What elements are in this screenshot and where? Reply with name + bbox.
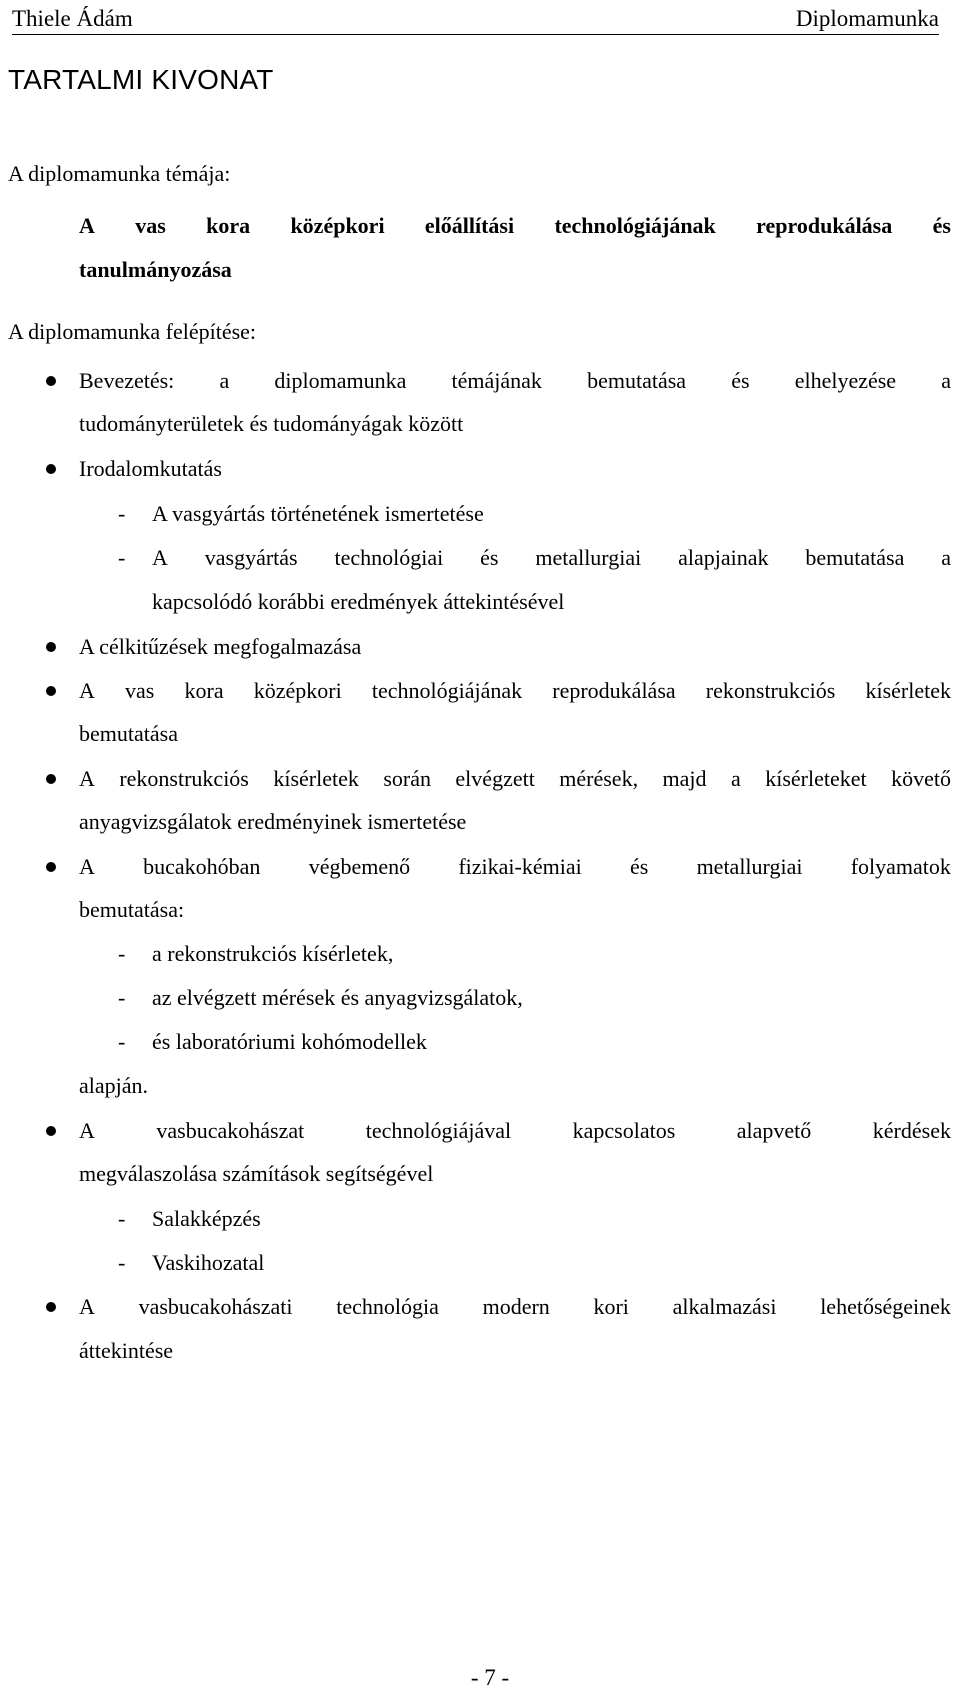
dash-marker: - [118,501,126,526]
word: és [480,545,499,570]
dash-marker: - [118,985,126,1010]
sub-item-history: A vasgyártás történetének ismertetése [152,501,484,526]
word: metallurgiai [535,545,642,570]
bullet-dot [46,686,56,696]
sub-item-iron-yield: Vaskihozatal [152,1250,265,1275]
header-author: Thiele Ádám [12,6,133,31]
bullet-dot [46,862,56,872]
word: diplomamunka [274,368,407,393]
topic-label: A diplomamunka témája: [8,161,231,186]
sub-item-continuation: kapcsolódó korábbi eredmények áttekintésével [152,589,565,614]
word: kísérleteket [765,766,867,791]
word: A [79,678,95,703]
word: Bevezetés: [79,368,175,393]
word: bemutatása [805,545,905,570]
dash-marker: - [118,941,126,966]
list-item-literature: Irodalomkutatás [79,456,222,481]
word: mérések, [559,766,639,791]
topic-line-1 [79,212,951,240]
word: vas [135,213,166,238]
word: elhelyezése [794,368,897,393]
word: rekonstrukciós [705,678,836,703]
word: kori [593,1294,629,1319]
list-item-continuation: megválaszolása számítások segítségével [79,1161,434,1186]
word: technológia [336,1294,439,1319]
word: vasbucakohászat [156,1118,305,1143]
word: kérdések [872,1118,951,1143]
word: vasbucakohászati [138,1294,293,1319]
dash-marker: - [118,1206,126,1231]
word: alapvető [736,1118,812,1143]
word: A [152,545,168,570]
word: középkori [253,678,342,703]
list-item-continuation: áttekintése [79,1338,174,1363]
structure-label: A diplomamunka felépítése: [8,319,257,344]
word: bucakohóban [143,854,261,879]
word: A [79,1294,95,1319]
list-item-continuation: anyagvizsgálatok eredményinek ismertetése [79,809,467,834]
word: középkori [290,213,385,238]
list-item-experiments [79,677,951,705]
list-item-introduction [79,367,951,395]
sub-item-slag: Salakképzés [152,1206,261,1231]
word: témájának [451,368,542,393]
word: kora [184,678,224,703]
word: kapcsolatos [572,1118,676,1143]
word: vas [125,678,155,703]
word: fizikai-kémiai [458,854,582,879]
word: és [731,368,750,393]
list-item-continuation: tudományterületek és tudományágak között [79,411,464,436]
word: A [79,213,95,238]
page-number: - 7 - [470,1665,510,1690]
bullet-dot [46,774,56,784]
list-item-continuation: alapján. [79,1073,149,1098]
word: bemutatása [587,368,687,393]
page-header [12,4,939,35]
word: lehetőségeinek [820,1294,951,1319]
page-title: TARTALMI KIVONAT [8,64,274,95]
sub-item-reconstruction: a rekonstrukciós kísérletek, [152,941,394,966]
word: kísérletek [865,678,951,703]
word: A [79,1118,95,1143]
word: technológiájának [371,678,523,703]
bullet-dot [46,642,56,652]
word: során [383,766,431,791]
word: folyamatok [850,854,951,879]
list-item-measurements [79,765,951,793]
word: A [79,766,95,791]
dash-marker: - [118,1029,126,1054]
word: a [219,368,230,393]
word: majd [662,766,707,791]
word: alapjainak [678,545,769,570]
word: technológiai [334,545,444,570]
word: metallurgiai [696,854,803,879]
sub-item-technology [152,544,951,572]
word: előállítási [424,213,515,238]
word: és [629,854,649,879]
sub-item-lab-models: és laboratóriumi kohómodellek [152,1029,427,1054]
header-doc-type: Diplomamunka [795,6,939,31]
dash-marker: - [118,545,126,570]
list-item-continuation: bemutatása [79,721,178,746]
word: követő [891,766,951,791]
bullet-dot [46,464,56,474]
list-item-objectives: A célkitűzések megfogalmazása [79,634,362,659]
word: a [730,766,741,791]
bullet-dot [46,1302,56,1312]
word: reprodukálása [756,213,893,238]
sub-item-measurements: az elvégzett mérések és anyagvizsgálatok, [152,985,523,1010]
list-item-continuation: bemutatása: [79,897,185,922]
word: technológiájával [365,1118,512,1143]
bullet-dot [46,376,56,386]
list-item-calculations [79,1117,951,1145]
bullet-dot [46,1126,56,1136]
list-item-processes [79,853,951,881]
word: kísérletek [273,766,359,791]
word: vasgyártás [204,545,298,570]
dash-marker: - [118,1250,126,1275]
word: modern [482,1294,550,1319]
word: technológiájának [554,213,716,238]
word: alkalmazási [672,1294,777,1319]
word: a [941,545,951,570]
word: a [941,368,951,393]
word: rekonstrukciós [119,766,249,791]
word: végbemenő [308,854,411,879]
word: A [79,854,95,879]
word: és [932,213,951,238]
word: reprodukálása [552,678,676,703]
word: elvégzett [455,766,535,791]
list-item-modern-applications [79,1293,951,1321]
word: kora [206,213,251,238]
topic-line-2: tanulmányozása [79,257,232,282]
